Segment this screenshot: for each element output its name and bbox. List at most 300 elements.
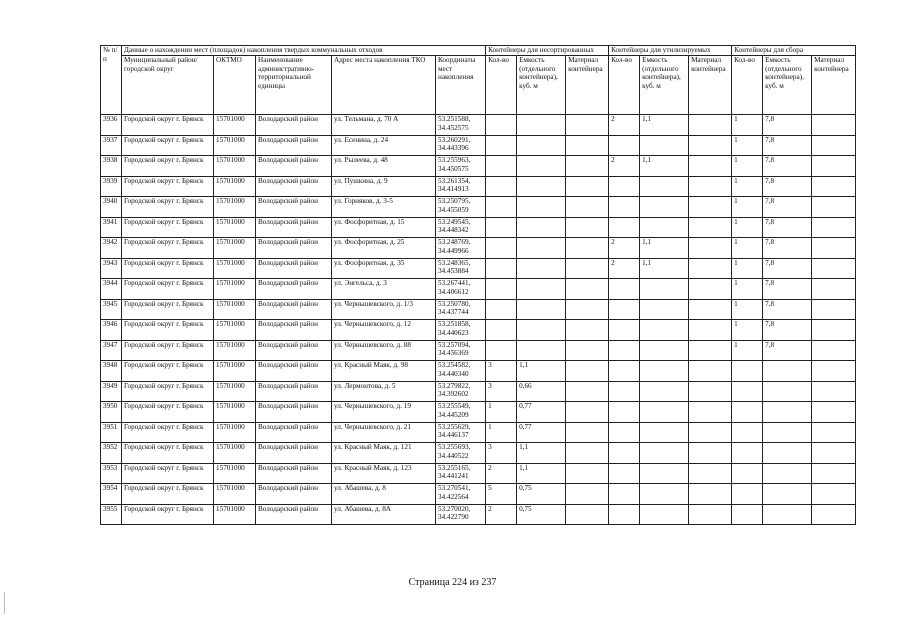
cell-municipal: Городской округ г. Брянск (122, 320, 214, 341)
cell-collect-material (812, 258, 856, 279)
table-row (101, 197, 856, 218)
cell-collect-material (812, 381, 856, 402)
table-row (101, 484, 856, 505)
cell-oktmo: 15701000 (214, 115, 256, 136)
cell-recycle-capacity (640, 217, 689, 238)
cell-address: ул. Красный Маяк, д. 121 (332, 443, 436, 464)
cell-unsorted-capacity: 0,77 (517, 402, 566, 423)
cell-address: ул. Чернышевского, д. 21 (332, 422, 436, 443)
scan-edge-mark (4, 592, 5, 614)
cell-municipal: Городской округ г. Брянск (122, 402, 214, 423)
cell-address: ул. Чернышевского, д. 1/3 (332, 299, 436, 320)
cell-num: 3952 (101, 443, 122, 464)
cell-coords: 53.257094, 34.456369 (436, 340, 486, 361)
cell-recycle-capacity: 1,1 (640, 238, 689, 259)
cell-unsorted-material (566, 135, 609, 156)
cell-collect-capacity: 7,8 (763, 258, 812, 279)
cell-unsorted-material (566, 422, 609, 443)
cell-territory: Володарский район (256, 361, 332, 382)
cell-municipal: Городской округ г. Брянск (122, 238, 214, 259)
cell-collect-count: 1 (732, 279, 763, 300)
cell-unsorted-count (486, 156, 517, 177)
cell-recycle-material (689, 402, 732, 423)
cell-territory: Володарский район (256, 156, 332, 177)
header-num: № п/п (101, 46, 122, 115)
cell-unsorted-material (566, 361, 609, 382)
cell-num: 3944 (101, 279, 122, 300)
cell-collect-capacity: 7,8 (763, 176, 812, 197)
cell-unsorted-capacity (517, 238, 566, 259)
cell-collect-capacity: 7,8 (763, 340, 812, 361)
cell-unsorted-capacity (517, 135, 566, 156)
cell-recycle-material (689, 156, 732, 177)
cell-address: ул. Фосфоритная, д. 25 (332, 238, 436, 259)
header-unsorted-material: Материал контейнера (566, 56, 609, 115)
cell-coords: 53.270541, 34.422564 (436, 484, 486, 505)
cell-collect-capacity: 7,8 (763, 217, 812, 238)
cell-collect-count: 1 (732, 115, 763, 136)
cell-coords: 53.250795, 34.455059 (436, 197, 486, 218)
cell-collect-count: 1 (732, 176, 763, 197)
cell-unsorted-capacity (517, 340, 566, 361)
cell-num: 3949 (101, 381, 122, 402)
cell-unsorted-material (566, 115, 609, 136)
cell-coords: 53.250780, 34.437744 (436, 299, 486, 320)
cell-municipal: Городской округ г. Брянск (122, 135, 214, 156)
cell-territory: Володарский район (256, 443, 332, 464)
cell-collect-material (812, 361, 856, 382)
cell-recycle-material (689, 484, 732, 505)
cell-coords: 53.248769, 34.449966 (436, 238, 486, 259)
cell-oktmo: 15701000 (214, 361, 256, 382)
cell-collect-capacity (763, 484, 812, 505)
cell-unsorted-capacity: 1,1 (517, 443, 566, 464)
cell-collect-material (812, 340, 856, 361)
cell-oktmo: 15701000 (214, 217, 256, 238)
cell-address: ул. Тельмана, д. 70 А (332, 115, 436, 136)
cell-num: 3951 (101, 422, 122, 443)
cell-collect-material (812, 135, 856, 156)
cell-unsorted-count (486, 238, 517, 259)
cell-recycle-capacity (640, 340, 689, 361)
cell-recycle-count (609, 463, 640, 484)
cell-recycle-capacity (640, 135, 689, 156)
header-collect-material: Материал контейнера (812, 56, 856, 115)
cell-unsorted-capacity: 1,1 (517, 463, 566, 484)
cell-collect-count: 1 (732, 299, 763, 320)
cell-territory: Володарский район (256, 135, 332, 156)
cell-collect-material (812, 217, 856, 238)
cell-municipal: Городской округ г. Брянск (122, 463, 214, 484)
cell-oktmo: 15701000 (214, 504, 256, 525)
cell-municipal: Городской округ г. Брянск (122, 156, 214, 177)
cell-unsorted-count: 1 (486, 402, 517, 423)
cell-unsorted-capacity: 0,75 (517, 504, 566, 525)
header-recycle-count: Кол-во (609, 56, 640, 115)
cell-recycle-material (689, 217, 732, 238)
header-collect-count: Кол-во (732, 56, 763, 115)
cell-territory: Володарский район (256, 217, 332, 238)
cell-unsorted-material (566, 176, 609, 197)
cell-recycle-count (609, 320, 640, 341)
cell-unsorted-capacity (517, 176, 566, 197)
cell-collect-count (732, 381, 763, 402)
cell-recycle-capacity: 1,1 (640, 156, 689, 177)
header-municipal: Муниципальный район/городской округ (122, 56, 214, 115)
cell-recycle-material (689, 258, 732, 279)
cell-oktmo: 15701000 (214, 238, 256, 259)
cell-recycle-capacity (640, 361, 689, 382)
cell-recycle-capacity (640, 320, 689, 341)
cell-recycle-count (609, 484, 640, 505)
cell-unsorted-capacity (517, 320, 566, 341)
cell-address: ул. Рылеева, д. 48 (332, 156, 436, 177)
header-recycle-material: Материал контейнера (689, 56, 732, 115)
cell-oktmo: 15701000 (214, 156, 256, 177)
cell-territory: Володарский район (256, 258, 332, 279)
cell-oktmo: 15701000 (214, 299, 256, 320)
cell-territory: Володарский район (256, 279, 332, 300)
cell-recycle-capacity (640, 463, 689, 484)
cell-recycle-capacity: 1,1 (640, 258, 689, 279)
cell-unsorted-capacity (517, 279, 566, 300)
cell-recycle-count (609, 197, 640, 218)
cell-recycle-count (609, 402, 640, 423)
header-coords: Координаты мест накопления (436, 56, 486, 115)
cell-recycle-capacity (640, 443, 689, 464)
cell-coords: 53.254582, 34.440340 (436, 361, 486, 382)
table-row (101, 217, 856, 238)
cell-recycle-count (609, 340, 640, 361)
cell-municipal: Городской округ г. Брянск (122, 504, 214, 525)
cell-coords: 53.260291, 34.443396 (436, 135, 486, 156)
cell-coords: 53.255165, 34.441241 (436, 463, 486, 484)
cell-unsorted-count: 5 (486, 484, 517, 505)
cell-collect-material (812, 484, 856, 505)
cell-recycle-count: 2 (609, 115, 640, 136)
cell-num: 3950 (101, 402, 122, 423)
page-number: Страница 224 из 237 (408, 577, 497, 588)
cell-territory: Володарский район (256, 176, 332, 197)
cell-unsorted-material (566, 484, 609, 505)
cell-territory: Володарский район (256, 340, 332, 361)
cell-territory: Володарский район (256, 381, 332, 402)
cell-territory: Володарский район (256, 402, 332, 423)
cell-recycle-count (609, 135, 640, 156)
table-row (101, 176, 856, 197)
table-row (101, 463, 856, 484)
cell-recycle-count (609, 504, 640, 525)
cell-coords: 53.255963, 34.450575 (436, 156, 486, 177)
cell-oktmo: 15701000 (214, 258, 256, 279)
cell-oktmo: 15701000 (214, 176, 256, 197)
cell-recycle-capacity (640, 484, 689, 505)
cell-municipal: Городской округ г. Брянск (122, 279, 214, 300)
cell-oktmo: 15701000 (214, 135, 256, 156)
cell-collect-capacity (763, 361, 812, 382)
cell-num: 3948 (101, 361, 122, 382)
cell-municipal: Городской округ г. Брянск (122, 197, 214, 218)
cell-oktmo: 15701000 (214, 320, 256, 341)
cell-unsorted-material (566, 299, 609, 320)
cell-territory: Володарский район (256, 422, 332, 443)
table-row (101, 299, 856, 320)
cell-address: ул. Фосфоритная, д. 15 (332, 217, 436, 238)
cell-municipal: Городской округ г. Брянск (122, 217, 214, 238)
cell-collect-capacity (763, 381, 812, 402)
cell-unsorted-count (486, 176, 517, 197)
cell-recycle-count (609, 279, 640, 300)
cell-territory: Володарский район (256, 197, 332, 218)
cell-unsorted-count (486, 258, 517, 279)
table-row (101, 402, 856, 423)
cell-collect-count (732, 422, 763, 443)
cell-collect-capacity (763, 463, 812, 484)
cell-unsorted-material (566, 402, 609, 423)
cell-collect-material (812, 238, 856, 259)
cell-address: ул. Абашева, д. 8 (332, 484, 436, 505)
cell-num: 3943 (101, 258, 122, 279)
cell-oktmo: 15701000 (214, 484, 256, 505)
cell-recycle-capacity (640, 197, 689, 218)
cell-address: ул. Красный Маяк, д. 123 (332, 463, 436, 484)
cell-collect-material (812, 115, 856, 136)
header-oktmo: ОКТМО (214, 56, 256, 115)
cell-unsorted-count: 3 (486, 381, 517, 402)
table-row (101, 258, 856, 279)
cell-address: ул. Абашева, д. 8А (332, 504, 436, 525)
cell-recycle-count (609, 217, 640, 238)
cell-municipal: Городской округ г. Брянск (122, 443, 214, 464)
table-row (101, 504, 856, 525)
cell-unsorted-count (486, 217, 517, 238)
cell-recycle-material (689, 238, 732, 259)
cell-municipal: Городской округ г. Брянск (122, 299, 214, 320)
cell-collect-material (812, 463, 856, 484)
cell-collect-capacity: 7,8 (763, 299, 812, 320)
cell-recycle-count (609, 299, 640, 320)
cell-unsorted-material (566, 156, 609, 177)
table-row (101, 135, 856, 156)
cell-recycle-count (609, 176, 640, 197)
cell-unsorted-material (566, 504, 609, 525)
table-row (101, 443, 856, 464)
cell-territory: Володарский район (256, 504, 332, 525)
cell-unsorted-capacity: 0,66 (517, 381, 566, 402)
cell-municipal: Городской округ г. Брянск (122, 422, 214, 443)
cell-num: 3947 (101, 340, 122, 361)
cell-collect-material (812, 279, 856, 300)
cell-recycle-material (689, 279, 732, 300)
cell-unsorted-capacity (517, 115, 566, 136)
cell-num: 3942 (101, 238, 122, 259)
cell-num: 3953 (101, 463, 122, 484)
cell-address: ул. Энгельса, д. 3 (332, 279, 436, 300)
cell-unsorted-count: 2 (486, 504, 517, 525)
cell-collect-capacity: 7,8 (763, 115, 812, 136)
cell-collect-count: 1 (732, 320, 763, 341)
cell-unsorted-count (486, 197, 517, 218)
cell-recycle-capacity (640, 381, 689, 402)
cell-collect-count: 1 (732, 197, 763, 218)
cell-num: 3940 (101, 197, 122, 218)
cell-collect-count: 1 (732, 217, 763, 238)
cell-unsorted-material (566, 279, 609, 300)
cell-address: ул. Чернышевского, д. 88 (332, 340, 436, 361)
cell-recycle-material (689, 115, 732, 136)
cell-oktmo: 15701000 (214, 381, 256, 402)
cell-territory: Володарский район (256, 299, 332, 320)
table-header (101, 46, 856, 115)
cell-address: ул. Пушкина, д. 9 (332, 176, 436, 197)
cell-unsorted-material (566, 197, 609, 218)
cell-unsorted-count (486, 279, 517, 300)
header-unsorted-group: Контейнеры для несортированных (486, 46, 609, 56)
cell-collect-material (812, 156, 856, 177)
cell-unsorted-count (486, 320, 517, 341)
cell-territory: Володарский район (256, 115, 332, 136)
cell-recycle-count: 2 (609, 258, 640, 279)
cell-collect-capacity (763, 443, 812, 464)
cell-collect-capacity (763, 402, 812, 423)
table-row (101, 381, 856, 402)
cell-unsorted-material (566, 340, 609, 361)
cell-collect-count (732, 463, 763, 484)
cell-oktmo: 15701000 (214, 443, 256, 464)
cell-recycle-capacity (640, 402, 689, 423)
cell-recycle-material (689, 176, 732, 197)
cell-recycle-count: 2 (609, 156, 640, 177)
cell-coords: 53.261354, 34.414913 (436, 176, 486, 197)
cell-recycle-capacity (640, 504, 689, 525)
table-row (101, 340, 856, 361)
table-row (101, 422, 856, 443)
cell-recycle-material (689, 463, 732, 484)
cell-recycle-material (689, 197, 732, 218)
cell-territory: Володарский район (256, 463, 332, 484)
header-recycle-capacity: Емкость (отдельного контейнера), куб. м (640, 56, 689, 115)
cell-collect-capacity: 7,8 (763, 197, 812, 218)
header-collect-capacity: Емкость (отдельного контейнера), куб. м (763, 56, 812, 115)
header-address: Адрес места накопления ТКО (332, 56, 436, 115)
cell-recycle-count (609, 443, 640, 464)
cell-collect-count (732, 484, 763, 505)
cell-unsorted-material (566, 443, 609, 464)
header-unsorted-capacity: Емкость (отдельного контейнера), куб. м (517, 56, 566, 115)
document-sheet (100, 45, 855, 525)
cell-oktmo: 15701000 (214, 422, 256, 443)
cell-collect-capacity: 7,8 (763, 320, 812, 341)
cell-collect-count: 1 (732, 340, 763, 361)
cell-territory: Володарский район (256, 238, 332, 259)
header-unsorted-count: Кол-во (486, 56, 517, 115)
cell-collect-count: 1 (732, 238, 763, 259)
cell-collect-count (732, 402, 763, 423)
cell-coords: 53.255549, 34.445209 (436, 402, 486, 423)
table-row (101, 156, 856, 177)
cell-municipal: Городской округ г. Брянск (122, 361, 214, 382)
cell-num: 3938 (101, 156, 122, 177)
cell-collect-material (812, 402, 856, 423)
cell-collect-material (812, 197, 856, 218)
cell-collect-material (812, 443, 856, 464)
cell-territory: Володарский район (256, 320, 332, 341)
cell-address: ул. Лермонтова, д. 5 (332, 381, 436, 402)
cell-num: 3939 (101, 176, 122, 197)
cell-collect-capacity (763, 422, 812, 443)
cell-recycle-count (609, 381, 640, 402)
cell-municipal: Городской округ г. Брянск (122, 381, 214, 402)
cell-oktmo: 15701000 (214, 279, 256, 300)
cell-unsorted-capacity (517, 299, 566, 320)
cell-num: 3954 (101, 484, 122, 505)
table-body (101, 115, 856, 525)
cell-address: ул. Фосфоритная, д. 35 (332, 258, 436, 279)
cell-recycle-material (689, 299, 732, 320)
cell-unsorted-count (486, 135, 517, 156)
cell-unsorted-material (566, 238, 609, 259)
cell-recycle-material (689, 361, 732, 382)
cell-recycle-capacity (640, 422, 689, 443)
cell-recycle-material (689, 381, 732, 402)
cell-recycle-material (689, 135, 732, 156)
cell-collect-capacity: 7,8 (763, 156, 812, 177)
cell-recycle-material (689, 422, 732, 443)
cell-unsorted-count (486, 299, 517, 320)
cell-num: 3936 (101, 115, 122, 136)
cell-num: 3946 (101, 320, 122, 341)
cell-recycle-material (689, 443, 732, 464)
cell-address: ул. Горняков, д. 3-5 (332, 197, 436, 218)
cell-recycle-capacity (640, 299, 689, 320)
cell-municipal: Городской округ г. Брянск (122, 340, 214, 361)
cell-unsorted-material (566, 217, 609, 238)
header-territory: Наименование административно-территориальной единицы (256, 56, 332, 115)
cell-num: 3937 (101, 135, 122, 156)
cell-oktmo: 15701000 (214, 197, 256, 218)
cell-coords: 53.249545, 34.448342 (436, 217, 486, 238)
cell-recycle-material (689, 320, 732, 341)
cell-unsorted-capacity: 0,75 (517, 484, 566, 505)
cell-coords: 53.251858, 34.440623 (436, 320, 486, 341)
cell-collect-capacity: 7,8 (763, 238, 812, 259)
cell-municipal: Городской округ г. Брянск (122, 115, 214, 136)
cell-unsorted-material (566, 258, 609, 279)
cell-unsorted-capacity (517, 197, 566, 218)
cell-coords: 53.267441, 34.406612 (436, 279, 486, 300)
cell-collect-count: 1 (732, 156, 763, 177)
cell-unsorted-material (566, 381, 609, 402)
cell-unsorted-count: 3 (486, 443, 517, 464)
cell-territory: Володарский район (256, 484, 332, 505)
table-row (101, 320, 856, 341)
cell-collect-count (732, 443, 763, 464)
waste-sites-table (100, 45, 856, 525)
cell-unsorted-count: 1 (486, 422, 517, 443)
cell-num: 3941 (101, 217, 122, 238)
cell-unsorted-capacity: 0,77 (517, 422, 566, 443)
cell-oktmo: 15701000 (214, 402, 256, 423)
cell-coords: 53.255629, 34.446137 (436, 422, 486, 443)
cell-unsorted-material (566, 320, 609, 341)
cell-oktmo: 15701000 (214, 463, 256, 484)
header-recycle-group: Контейнеры для утилизируемых (609, 46, 732, 56)
cell-coords: 53.270020, 34.422790 (436, 504, 486, 525)
table-row (101, 115, 856, 136)
header-collect-group: Контейнеры для сбора (732, 46, 856, 56)
cell-recycle-count (609, 361, 640, 382)
cell-unsorted-capacity: 1,1 (517, 361, 566, 382)
